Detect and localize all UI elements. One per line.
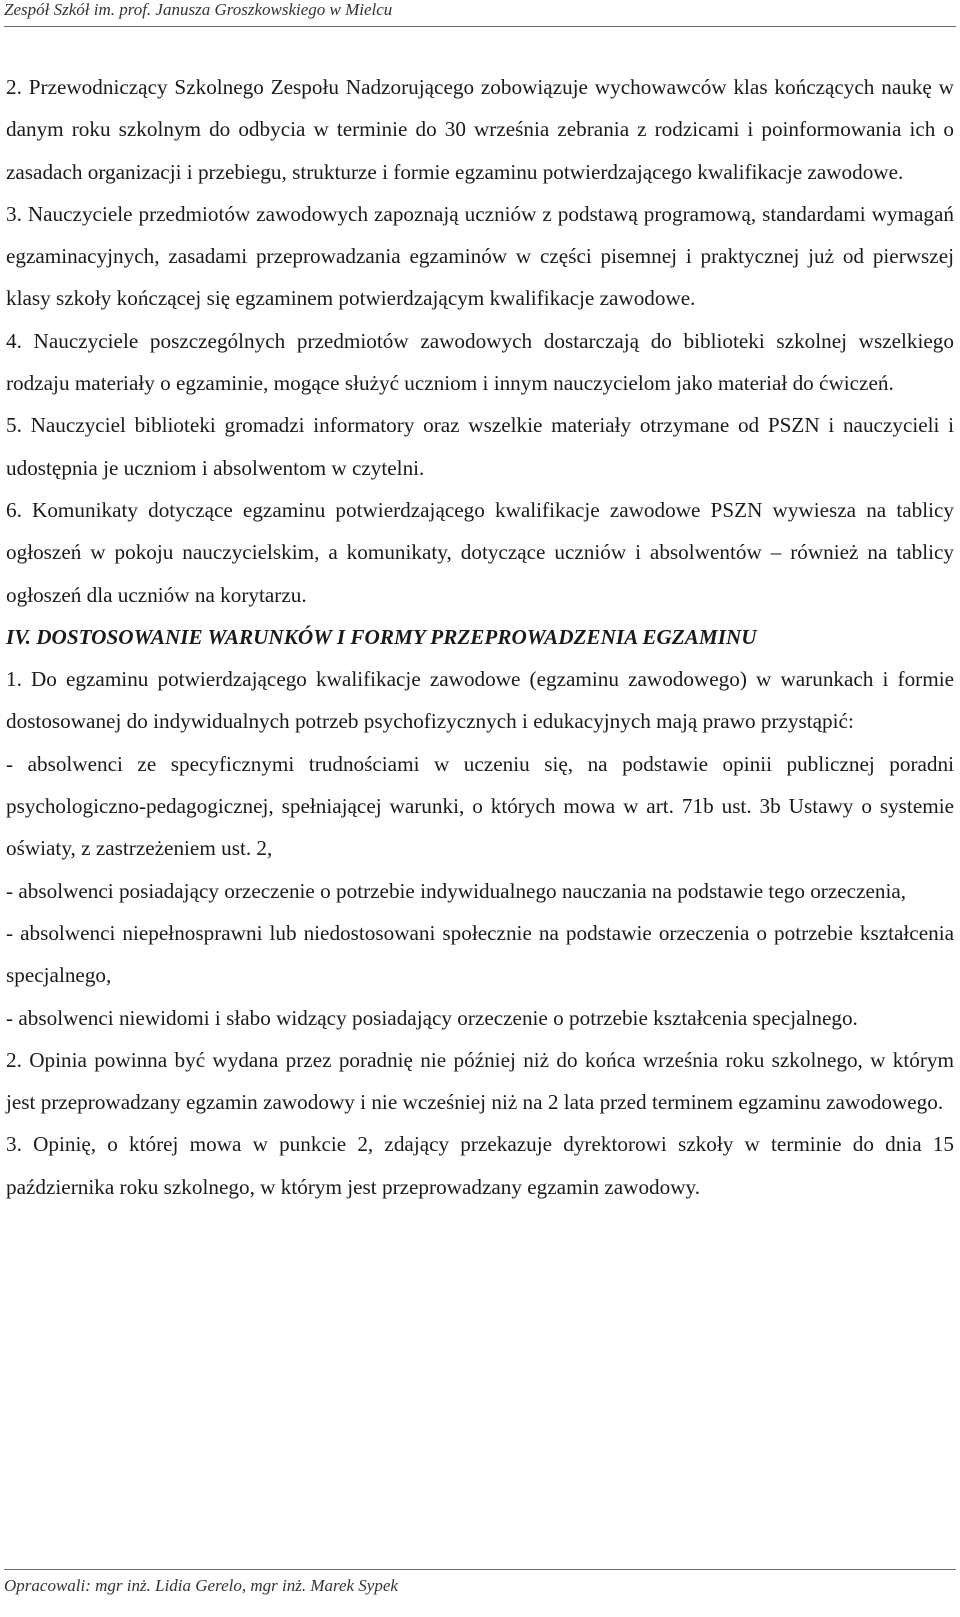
paragraph-5: 5. Nauczyciel biblioteki gromadzi informatory oraz wszelkie materiały otrzymane od PSZN i nauczycieli i udostępnia je uczniom i absolwentom w czytelni. (6, 413, 954, 480)
section-bullet-3: - absolwenci niepełnosprawni lub niedostosowani społecznie na podstawie orzeczenia o potrzebie kształcenia specjalnego, (6, 920, 954, 988)
section-bullet-2: - absolwenci posiadający orzeczenie o potrzebie indywidualnego nauczania na podstawie tego orzeczenia, (6, 878, 907, 903)
page-header (4, 0, 956, 27)
footer-text: Opracowali: mgr inż. Lidia Gerelo, mgr inż. Marek Sypek (4, 1576, 398, 1595)
paragraph-4: 4. Nauczyciele poszczególnych przedmiotów zawodowych dostarczają do biblioteki szkolnej wszelkiego rodzaju materiały o egzaminie, mogące służyć uczniom i innym nauczycielom jako materiał do ćwiczeń. (6, 328, 954, 396)
section-paragraph-2: 2. Opinia powinna być wydana przez poradnię nie później niż do końca września roku szkolnego, w którym jest przeprowadzany egzamin zawodowy i nie wcześniej niż na 2 lata przed terminem egzaminu zawodowego. (6, 1047, 954, 1115)
paragraph-3: 3. Nauczyciele przedmiotów zawodowych zapoznają uczniów z podstawą programową, standardami wymagań egzaminacyjnych, zasadami przeprowadzania egzaminów w części pisemnej i praktycznej już od pierwszej klasy szkoły kończącej się egzaminem potwierdzającym kwalifikacje zawodowe. (6, 201, 954, 311)
section-bullet-1: - absolwenci ze specyficznymi trudnościami w uczeniu się, na podstawie opinii publicznej poradni psychologiczno-pedagogicznej, spełniającej warunki, o których mowa w art. 71b ust. 3b Ustawy o systemie oświaty, z zastrzeżeniem ust. 2, (6, 751, 954, 861)
section-paragraph-1: 1. Do egzaminu potwierdzającego kwalifikacje zawodowe (egzaminu zawodowego) w warunkach i formie dostosowanej do indywidualnych potrzeb psychofizycznych i edukacyjnych mają prawo przystąpić: (6, 667, 954, 734)
paragraph-2: 2. Przewodniczący Szkolnego Zespołu Nadzorującego zobowiązuje wychowawców klas kończących naukę w danym roku szkolnym do odbycia w terminie do 30 września zebrania z rodzicami i poinformowania ich o zasadach organizacji i przebiegu, strukturze i formie egzaminu potwierdzającego kwalifikacje zawodowe. (6, 75, 954, 184)
paragraph-6: 6. Komunikaty dotyczące egzaminu potwierdzającego kwalifikacje zawodowe PSZN wywiesza na tablicy ogłoszeń w pokoju nauczycielskim, a komunikaty, dotyczące uczniów i absolwentów – również na tablicy ogłoszeń dla uczniów na korytarzu. (6, 497, 954, 607)
section-bullet-4: - absolwenci niewidomi i słabo widzący posiadający orzeczenie o potrzebie kształcenia specjalnego. (6, 1005, 858, 1030)
header-text: Zespół Szkół im. prof. Janusza Groszkowskiego w Mielcu (4, 0, 393, 19)
document-body (6, 66, 954, 1208)
section-paragraph-3: 3. Opinię, o której mowa w punkcie 2, zdający przekazuje dyrektorowi szkoły w terminie do dnia 15 października roku szkolnego, w którym jest przeprowadzany egzamin zawodowy. (6, 1132, 954, 1199)
page-footer (4, 1569, 956, 1617)
section-heading: IV. DOSTOSOWANIE WARUNKÓW I FORMY PRZEPROWADZENIA EGZAMINU (6, 624, 757, 649)
